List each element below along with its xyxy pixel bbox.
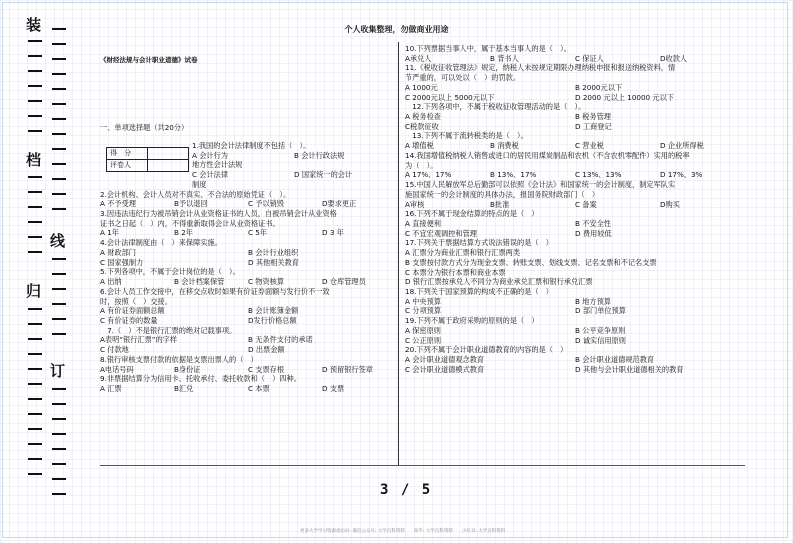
option-item: A 会计行为	[192, 150, 228, 160]
option-row	[100, 228, 396, 238]
question-line: 15.中国人民解放军总后勤部可以依照《会计法》和国家统一的会计制度，制定军队实	[405, 180, 676, 190]
option-item: A 汇票	[100, 383, 122, 393]
question-line: 4.会计法律制度由（ ）来保障实施。	[100, 238, 222, 248]
option-item: D 工商登记	[575, 121, 612, 131]
option-item: A 直接便利	[405, 218, 441, 228]
option-item: A 出纳	[100, 277, 122, 287]
option-item: D 仓库管理员	[322, 277, 366, 287]
option-row	[405, 248, 745, 258]
option-row	[405, 122, 745, 132]
question-line: 16.下列不属于现金结算的特点的是（ ）	[405, 209, 539, 219]
option-item: B 会计账簿金额	[248, 306, 299, 316]
question-line: 节严重的，可以处以（ ）的罚款。	[405, 73, 521, 83]
question-line: 地方性会计法规	[192, 160, 243, 170]
option-item: D发行价格总额	[248, 315, 297, 325]
option-row	[405, 229, 745, 239]
option-row	[405, 306, 745, 316]
binding-char-gui: 归	[26, 282, 42, 300]
option-item: B 税务管理	[575, 112, 611, 122]
option-item: A承兑人	[405, 53, 432, 63]
option-row	[100, 306, 396, 316]
page-number: 3 / 5	[380, 482, 433, 498]
question-line: 9.非票据结算分为信用卡、托收承付、委托收款和（ ）四种。	[100, 374, 301, 384]
question-line: 3.因违法违纪行为被吊销会计从业资格证书的人员，自被吊销会计从业资格	[100, 209, 337, 219]
option-item: D 支票	[322, 383, 345, 393]
option-item: C 物资核算	[248, 277, 285, 287]
option-item: D 2000 元以上 10000 元以下	[575, 92, 674, 102]
option-row	[405, 141, 745, 151]
option-row	[405, 365, 745, 375]
option-item: C税款征收	[405, 121, 439, 131]
option-item: D 预留银行签章	[322, 364, 373, 374]
question-line: 1.我国的会计法律制度不包括（ ）。	[192, 141, 311, 150]
option-item: A表明“银行汇票”的字样	[100, 335, 178, 345]
option-row	[405, 355, 745, 365]
question-line: 6.会计人员工作交接中，在移交点收时如果有价证券面额与发行价不一致	[100, 286, 330, 296]
option-item: D 银行汇票按承兑人不同分为商业承兑汇票和银行承兑汇票	[405, 277, 593, 287]
option-item: A审核	[405, 199, 425, 209]
option-item: B 13%、17%	[490, 170, 537, 180]
question-line: 12.下列各项中，不属于税收征收管理活动的是（ ）。	[405, 102, 586, 112]
section-title: 一、单项选择题（共20分）	[100, 122, 189, 132]
option-item: A 1年	[100, 228, 119, 238]
option-item: D 3 年	[322, 228, 344, 238]
option-item: A 财政部门	[100, 247, 136, 257]
option-item: A 会计职业道德观念教育	[405, 355, 485, 364]
option-item: B 支票按付款方式分为现金支票、转账支票、划线支票、记名支票和不记名支票	[405, 257, 657, 267]
option-row	[405, 219, 745, 229]
option-item: B 会计职业道德规范教育	[575, 355, 655, 364]
option-item: A 汇票分为商业汇票和银行汇票两类	[405, 248, 521, 258]
footer-line: 更多大学学习资源请访问: 微信公众号: 大学百科资料 知乎: 大学百科资料 小红书: 大学百科资料	[300, 529, 506, 534]
question-line: 5.下列各项中，不属于会计岗位的是（ ）。	[100, 267, 240, 277]
binding-char-ding: 订	[50, 362, 66, 380]
header-note: 个人收集整理，勿做商业用途	[344, 25, 449, 34]
binding-dashes-left	[28, 40, 44, 145]
option-row	[405, 326, 745, 336]
option-row	[405, 112, 745, 122]
question-line: 10.下列票据当事人中，属于基本当事人的是（ ）。	[405, 44, 571, 53]
question-line: 18.下列关于国家预算的构成不正确的是（ ）	[405, 286, 553, 296]
binding-char-xian: 线	[50, 232, 66, 250]
option-row	[100, 258, 396, 268]
option-item: B 不安全性	[575, 218, 611, 228]
question-line: 13.下列不属于流转税类的是（ ）。	[405, 131, 528, 141]
option-item: C 不宜宏观调控和管理	[405, 228, 477, 238]
option-item: A 17%、17%	[405, 170, 452, 180]
question-line: 2.会计机构、会计人员对不真实、不合法的原始凭证（ ）。	[100, 189, 291, 199]
option-item: A 税务检查	[405, 112, 441, 122]
option-item: C 予以销毁	[248, 199, 285, 209]
option-item: A 保密原则	[405, 325, 441, 335]
option-row	[100, 248, 396, 258]
question-line: 为（ ）。	[405, 160, 438, 170]
option-item: B 会计行政法规	[294, 150, 345, 160]
option-item: D 其他相关教育	[248, 257, 299, 267]
option-item: C 本票分为银行本票和商业本票	[405, 267, 506, 277]
grader-label: 评卷人	[107, 160, 148, 172]
option-row	[405, 268, 745, 278]
right-column	[405, 44, 745, 464]
option-row	[405, 170, 745, 180]
question-line: 证书之日起（ ）内，不得重新取得会计从业资格证书。	[100, 218, 280, 228]
option-row	[100, 316, 396, 326]
option-item: D 诚实信用原则	[575, 335, 626, 345]
exam-title: 《财经法规与会计职业道德》试卷	[100, 56, 198, 64]
option-row	[405, 258, 745, 268]
option-item: C 付款地	[100, 345, 129, 355]
option-item: A 不予受理	[100, 199, 136, 209]
option-row	[405, 336, 745, 346]
left-question-list	[100, 141, 396, 394]
option-item: C 支票存根	[248, 364, 285, 374]
option-row	[100, 170, 396, 180]
option-item: A 1000元	[405, 82, 438, 92]
option-item: B 会计档案保管	[174, 277, 225, 287]
question-line: 时，按照（ ）交接。	[100, 296, 172, 306]
option-item: B身份证	[174, 364, 201, 374]
left-column	[100, 44, 396, 464]
option-item: B予以退回	[174, 199, 208, 209]
option-item: C 有价证券的数量	[100, 315, 158, 325]
option-row	[405, 277, 745, 287]
option-item: D 国家统一的会计	[294, 170, 353, 180]
option-item: C 13%、13%	[575, 170, 622, 180]
option-item: B 2年	[174, 228, 193, 238]
question-line: 施国家统一的会计制度的具体办法，报国务院财政部门（ ）	[405, 189, 600, 199]
option-item: D 其他与会计职业道德相关的教育	[575, 364, 684, 374]
option-item: D 企业所得税	[660, 141, 704, 151]
score-label: 得 分	[107, 148, 148, 160]
option-item: B 地方预算	[575, 296, 611, 306]
option-item: C 保证人	[575, 53, 604, 63]
option-item: B 公平竞争原则	[575, 325, 626, 335]
option-item: A 中央预算	[405, 296, 441, 306]
question-line: 8.银行审核支票付款的依据是支票出票人的（ ）	[100, 354, 258, 364]
option-item: B批准	[490, 199, 510, 209]
option-item: C 会计职业道德模式教育	[405, 364, 485, 374]
option-item: A电话号码	[100, 364, 134, 374]
option-item: D购买	[660, 199, 680, 209]
option-row	[405, 297, 745, 307]
option-item: C 公正原则	[405, 335, 442, 345]
option-row	[100, 345, 396, 355]
option-item: B 消费税	[490, 141, 519, 151]
binding-dashes-right-2	[52, 258, 68, 348]
binding-dashes-right-3	[52, 388, 68, 508]
option-row	[100, 384, 396, 394]
question-line: 11.《税收征收管理法》规定，纳税人未按规定期限办理纳税申报和报送纳税资料，情	[405, 63, 676, 73]
question-line: 17.下列关于票据结算方式说法错误的是（ ）	[405, 238, 553, 248]
option-row	[405, 200, 745, 210]
option-item: B 无条件支付的承诺	[248, 335, 313, 345]
binding-dashes-left-2	[28, 176, 44, 266]
option-row	[405, 83, 745, 93]
option-item: C 国家强制力	[100, 257, 144, 267]
option-row	[405, 54, 745, 64]
option-item: C 5年	[248, 228, 268, 238]
option-row	[100, 199, 396, 209]
question-line: 7.（ ）不是银行汇票的绝对记载事项。	[100, 325, 237, 335]
binding-char-zhuang: 装	[26, 16, 42, 34]
binding-margin	[22, 8, 82, 508]
option-row	[100, 277, 396, 287]
option-item: D收款人	[660, 53, 688, 63]
question-line: 19.下列不属于政府采购的原则的是（ ）	[405, 316, 539, 326]
option-item: D要求更正	[322, 199, 357, 209]
option-row	[100, 365, 396, 375]
option-row	[405, 93, 745, 103]
right-question-list	[405, 44, 745, 374]
option-item: C 2000元以上 5000元以下	[405, 92, 495, 102]
option-row	[100, 151, 396, 161]
option-row	[100, 335, 396, 345]
binding-dashes-right	[52, 28, 68, 223]
option-item: D 部门单位预算	[575, 306, 626, 316]
column-divider	[398, 42, 399, 465]
option-item: C 备案	[575, 199, 597, 209]
question-line: 制度	[192, 179, 207, 189]
option-item: D 出票金额	[248, 345, 285, 355]
option-item: C 分项预算	[405, 306, 442, 316]
option-item: C 营业税	[575, 141, 604, 151]
question-line: 14.我国增值税纳税人销售或进口的居民用煤炭制品和农机（不含农机零配件）实用的税率	[405, 150, 690, 160]
bottom-rule	[100, 465, 745, 466]
binding-dashes-left-3	[28, 308, 44, 488]
option-item: C 本票	[248, 383, 270, 393]
question-line: 20.下列不属于会计职业道德教育的内容的是（ ）	[405, 345, 568, 355]
binding-char-dang: 档	[26, 151, 42, 169]
option-item: D 17%、3%	[660, 170, 703, 180]
option-item: A 有价证券面额总额	[100, 306, 165, 316]
option-item: B 会计行业组织	[248, 247, 299, 257]
option-item: B 背书人	[490, 53, 519, 63]
option-item: A 增值税	[405, 141, 434, 151]
option-item: C 会计法律	[192, 170, 229, 180]
option-item: B汇兑	[174, 383, 194, 393]
option-item: B 2000元以下	[575, 82, 623, 92]
option-item: D 费用较低	[575, 228, 612, 238]
